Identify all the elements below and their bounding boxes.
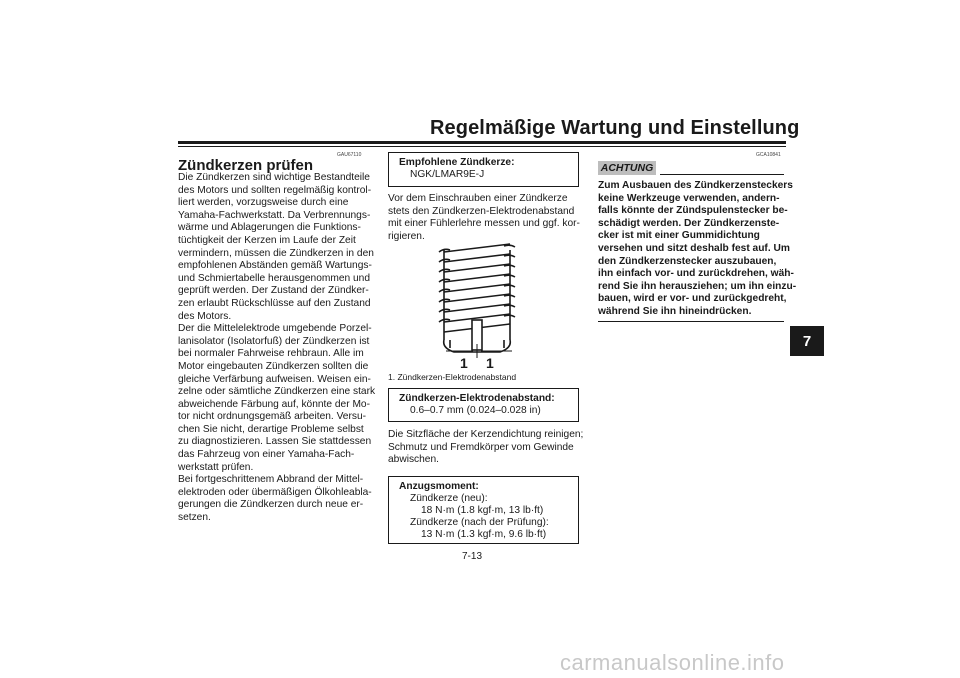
caution-line: cker ist mit einer Gummidichtung bbox=[598, 230, 760, 242]
caution-line: während Sie ihn hineindrücken. bbox=[598, 305, 752, 317]
body-line: tor nicht ordnungsgemäß arbeiten. Versu- bbox=[178, 411, 367, 423]
caution-line: Zum Ausbauen des Zündkerzensteckers bbox=[598, 180, 793, 191]
caution-line: schädigt werden. Der Zündkerzenste- bbox=[598, 217, 780, 229]
body-line: elektroden oder übermäßigen Ölkohleabla- bbox=[178, 486, 372, 498]
spec-value: NGK/LMAR9E-J bbox=[410, 169, 485, 180]
figure-caption: 1. Zündkerzen-Elektrodenabstand bbox=[388, 372, 517, 382]
body-line: tüchtigkeit der Kerzen im Laufe der Zeit bbox=[178, 234, 356, 246]
spec-label: Anzugsmoment: bbox=[399, 481, 479, 492]
middle-text-2 bbox=[388, 429, 583, 467]
body-line: bei normaler Fahrweise rehbraun. Alle im bbox=[178, 348, 364, 360]
body-line: wärme und Ablagerungen die Funktions- bbox=[178, 222, 361, 234]
body-line: vermindern, müssen die Zündkerzen in den bbox=[178, 247, 374, 259]
body-line: des Motors und sollten regelmäßig kontrol- bbox=[178, 184, 372, 196]
body-line: zelne oder sämtliche Zündkerzen eine stark bbox=[178, 386, 376, 398]
body-line: des Motors. bbox=[178, 310, 232, 322]
header-rule bbox=[178, 141, 786, 144]
body-line: setzen. bbox=[178, 512, 211, 524]
spec-box-recommended-plug bbox=[388, 152, 579, 187]
spec-label: Empfohlene Zündkerze: bbox=[399, 157, 515, 168]
body-line: abweichende Färbung auf, könnte der Mo- bbox=[178, 398, 370, 410]
chapter-tab: 7 bbox=[790, 326, 824, 356]
section-body bbox=[178, 172, 375, 525]
callout-number: 1 bbox=[460, 355, 468, 370]
header-rule-thin bbox=[178, 146, 786, 147]
spec-sublabel: Zündkerze (neu): bbox=[410, 493, 488, 504]
spec-value: 13 N·m (1.3 kgf·m, 9.6 lb·ft) bbox=[421, 529, 547, 540]
body-line: Die Zündkerzen sind wichtige Bestandteile bbox=[178, 172, 370, 183]
body-line: abwischen. bbox=[388, 454, 439, 466]
middle-text-1 bbox=[388, 193, 580, 243]
caution-line: falls könnte der Zündspulenstecker be- bbox=[598, 205, 788, 217]
body-line: Der die Mittelelektrode umgebende Porzel- bbox=[178, 323, 372, 335]
caution-line: versehen und sitzt deshalb fest auf. Um bbox=[598, 242, 790, 254]
spec-box-electrode-gap bbox=[388, 388, 579, 422]
caution-rule-top bbox=[660, 174, 784, 175]
body-line: Motor eingebauten Zündkerzen sollten die bbox=[178, 360, 369, 372]
body-line: gerungen die Zündkerzen durch neue er- bbox=[178, 499, 364, 511]
body-line: und Schmiertabelle herausgenommen und bbox=[178, 272, 370, 284]
body-line: rigieren. bbox=[388, 230, 425, 242]
watermark-text: carmanualsonline.info bbox=[560, 650, 785, 675]
spark-plug-illustration bbox=[436, 240, 526, 370]
spec-box-torque bbox=[388, 476, 579, 544]
caution-rule-bottom bbox=[598, 321, 784, 322]
body-line: geprüft werden. Der Zustand der Zündker- bbox=[178, 285, 369, 297]
caution-line: ihn einfach vor- und zurückdrehen, wäh- bbox=[598, 268, 794, 280]
body-line: lanisolator (Isolatorfuß) der Zündkerzen ist bbox=[178, 335, 370, 347]
body-line: Die Sitzfläche der Kerzendichtung reinigen; bbox=[388, 429, 584, 440]
caution-line: keine Werkzeuge verwenden, andern- bbox=[598, 192, 780, 204]
section-code: GAU67110 bbox=[337, 152, 362, 158]
body-line: empfohlenen Abständen gemäß Wartungs- bbox=[178, 260, 372, 272]
body-line: werkstatt prüfen. bbox=[178, 461, 254, 473]
body-line: Yamaha-Fachwerkstatt. Da Verbrennungs- bbox=[178, 209, 371, 221]
page-number: 7-13 bbox=[462, 551, 483, 562]
callout-number: 1 bbox=[486, 355, 494, 370]
page-header-title: Regelmäßige Wartung und Einstellung bbox=[430, 117, 800, 139]
caution-line: den Zündkerzenstecker auszubauen, bbox=[598, 255, 777, 267]
spec-sublabel: Zündkerze (nach der Prüfung): bbox=[410, 517, 549, 528]
body-line: Schmutz und Fremdkörper vom Gewinde bbox=[388, 441, 574, 453]
body-line: stets den Zündkerzen-Elektrodenabstand bbox=[388, 205, 575, 217]
section-title: Zündkerzen prüfen bbox=[178, 157, 314, 174]
caution-code: GCA10841 bbox=[756, 152, 781, 158]
spec-value: 0.6–0.7 mm (0.024–0.028 in) bbox=[410, 405, 541, 416]
body-line: liert werden, vorzugsweise durch eine bbox=[178, 197, 349, 209]
caution-label: ACHTUNG bbox=[598, 161, 656, 175]
body-line: gleiche Verfärbung aufweisen. Weisen ein- bbox=[178, 373, 371, 385]
body-line: zu diagnostizieren. Lassen Sie stattdessen bbox=[178, 436, 372, 448]
body-line: zen erlaubt Rückschlüsse auf den Zustand bbox=[178, 297, 371, 309]
body-line: mit einer Fühlerlehre messen und ggf. kor- bbox=[388, 218, 580, 230]
body-line: chen Sie nicht, derartige Probleme selbst bbox=[178, 423, 364, 435]
spec-value: 18 N·m (1.8 kgf·m, 13 lb·ft) bbox=[421, 505, 544, 516]
caution-line: rend Sie ihn herausziehen; um ihn einzu- bbox=[598, 280, 797, 292]
caution-line: bauen, wird er vor- und zurückgedreht, bbox=[598, 293, 787, 305]
body-line: Bei fortgeschrittenem Abbrand der Mittel- bbox=[178, 474, 364, 486]
spec-label: Zündkerzen-Elektrodenabstand: bbox=[399, 393, 555, 404]
body-line: das Fahrzeug von einer Yamaha-Fach- bbox=[178, 449, 355, 461]
caution-text bbox=[598, 180, 796, 319]
body-line: Vor dem Einschrauben einer Zündkerze bbox=[388, 193, 568, 204]
